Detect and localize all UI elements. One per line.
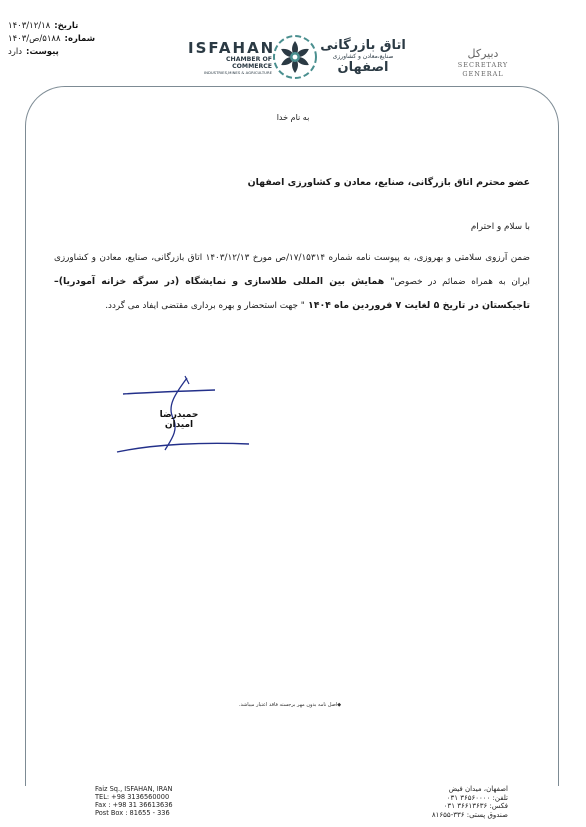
logo-fa-city: اصفهان [337, 60, 389, 75]
number-label: شماره: [64, 34, 96, 44]
body-part-1: ضمن آرزوی سلامتی و بهروزی، به پیوست نامه شماره ۱۷/۱۵۳۱۴/ص مورخ ۱۴۰۳/۱۲/۱۳ اتاق بازرگانی، صنایع، معادن و کشاورزی ایران به همراه ضمائم در خصوص" [54, 253, 530, 287]
sg-persian: دبیرکل [467, 47, 499, 60]
secretary-general-title [438, 47, 528, 79]
page-frame [25, 86, 559, 786]
date-value: ۱۴۰۳/۱۲/۱۸ [8, 21, 51, 31]
en-address: Faiz Sq., ISFAHAN, IRAN [95, 785, 173, 793]
recipient: عضو محترم اتاق بازرگانی، صنایع، معادن و کشاورزی اصفهان [247, 177, 530, 188]
date-row [8, 20, 92, 33]
logo-en-tagline: INDUSTRIES,MINES & AGRICULTURE [204, 70, 272, 75]
validity-footnote: ◆اصل نامه بدون مهر برجسته فاقد اعتبار میباشد. [238, 702, 342, 708]
bismillah: به نام خدا [276, 113, 310, 122]
chamber-emblem-icon [272, 34, 318, 80]
footer-address-english [95, 785, 195, 817]
greeting: با سلام و احترام [470, 222, 530, 232]
date-label: تاریخ: [54, 21, 79, 31]
signatory-name: حمیدرضا امیدان [159, 410, 199, 430]
letter-meta [8, 20, 96, 59]
attachment-value: دارد [8, 47, 23, 57]
fa-address: اصفهان، میدان فیض [448, 785, 508, 793]
attachment-label: پیوست: [26, 47, 59, 57]
fa-fax: فکس: ۳۶۶۱۳۶۳۶ ۰۳۱ [443, 802, 508, 810]
footer-web [258, 800, 328, 816]
attachment-row [8, 46, 92, 59]
logo-english [188, 39, 276, 75]
letter-body [54, 247, 530, 318]
email-link[interactable]: info@eccim.com [263, 808, 323, 816]
logo-fa-title: اتاق بازرگانی [320, 38, 406, 53]
body-bold-subject: همایش بین المللی طلاسازی و نمایشگاه (در سرگه خزانه آمودریا)– تاجیکستان در تاریخ ۵ لغایت ۷ فروردین ماه ۱۴۰۴ [54, 276, 530, 311]
logo-persian [318, 38, 408, 75]
sg-english: SECRETARY GENERAL [457, 61, 509, 78]
website-link[interactable]: ECCIM.COM [272, 800, 314, 808]
body-part-2: " جهت استحضار و بهره برداری مقتضی ایفاد می گردد. [105, 301, 305, 311]
footer-address-persian [408, 785, 508, 819]
logo-en-title: ISFAHAN [188, 39, 276, 57]
en-fax: Fax : +98 31 36613636 [95, 801, 173, 809]
fa-postbox: صندوق پستی: ۳۳۶-۸۱۶۵۵ [431, 810, 508, 819]
number-value: ۵۱۸۸/ص/۱۴۰۳ [8, 34, 61, 44]
logo-fa-subtitle: صنایع،معادن و کشاورزی [332, 53, 394, 60]
fa-tel: تلفن: ۳۶۵۶۰۰۰۰ ۰۳۱ [446, 793, 508, 802]
en-tel: TEL: +98 3136560000 [95, 793, 170, 801]
logo-en-subtitle: CHAMBER OF COMMERCE [225, 56, 272, 70]
en-postbox: Post Box : 81655 - 336 [95, 809, 170, 817]
number-row [8, 33, 96, 46]
